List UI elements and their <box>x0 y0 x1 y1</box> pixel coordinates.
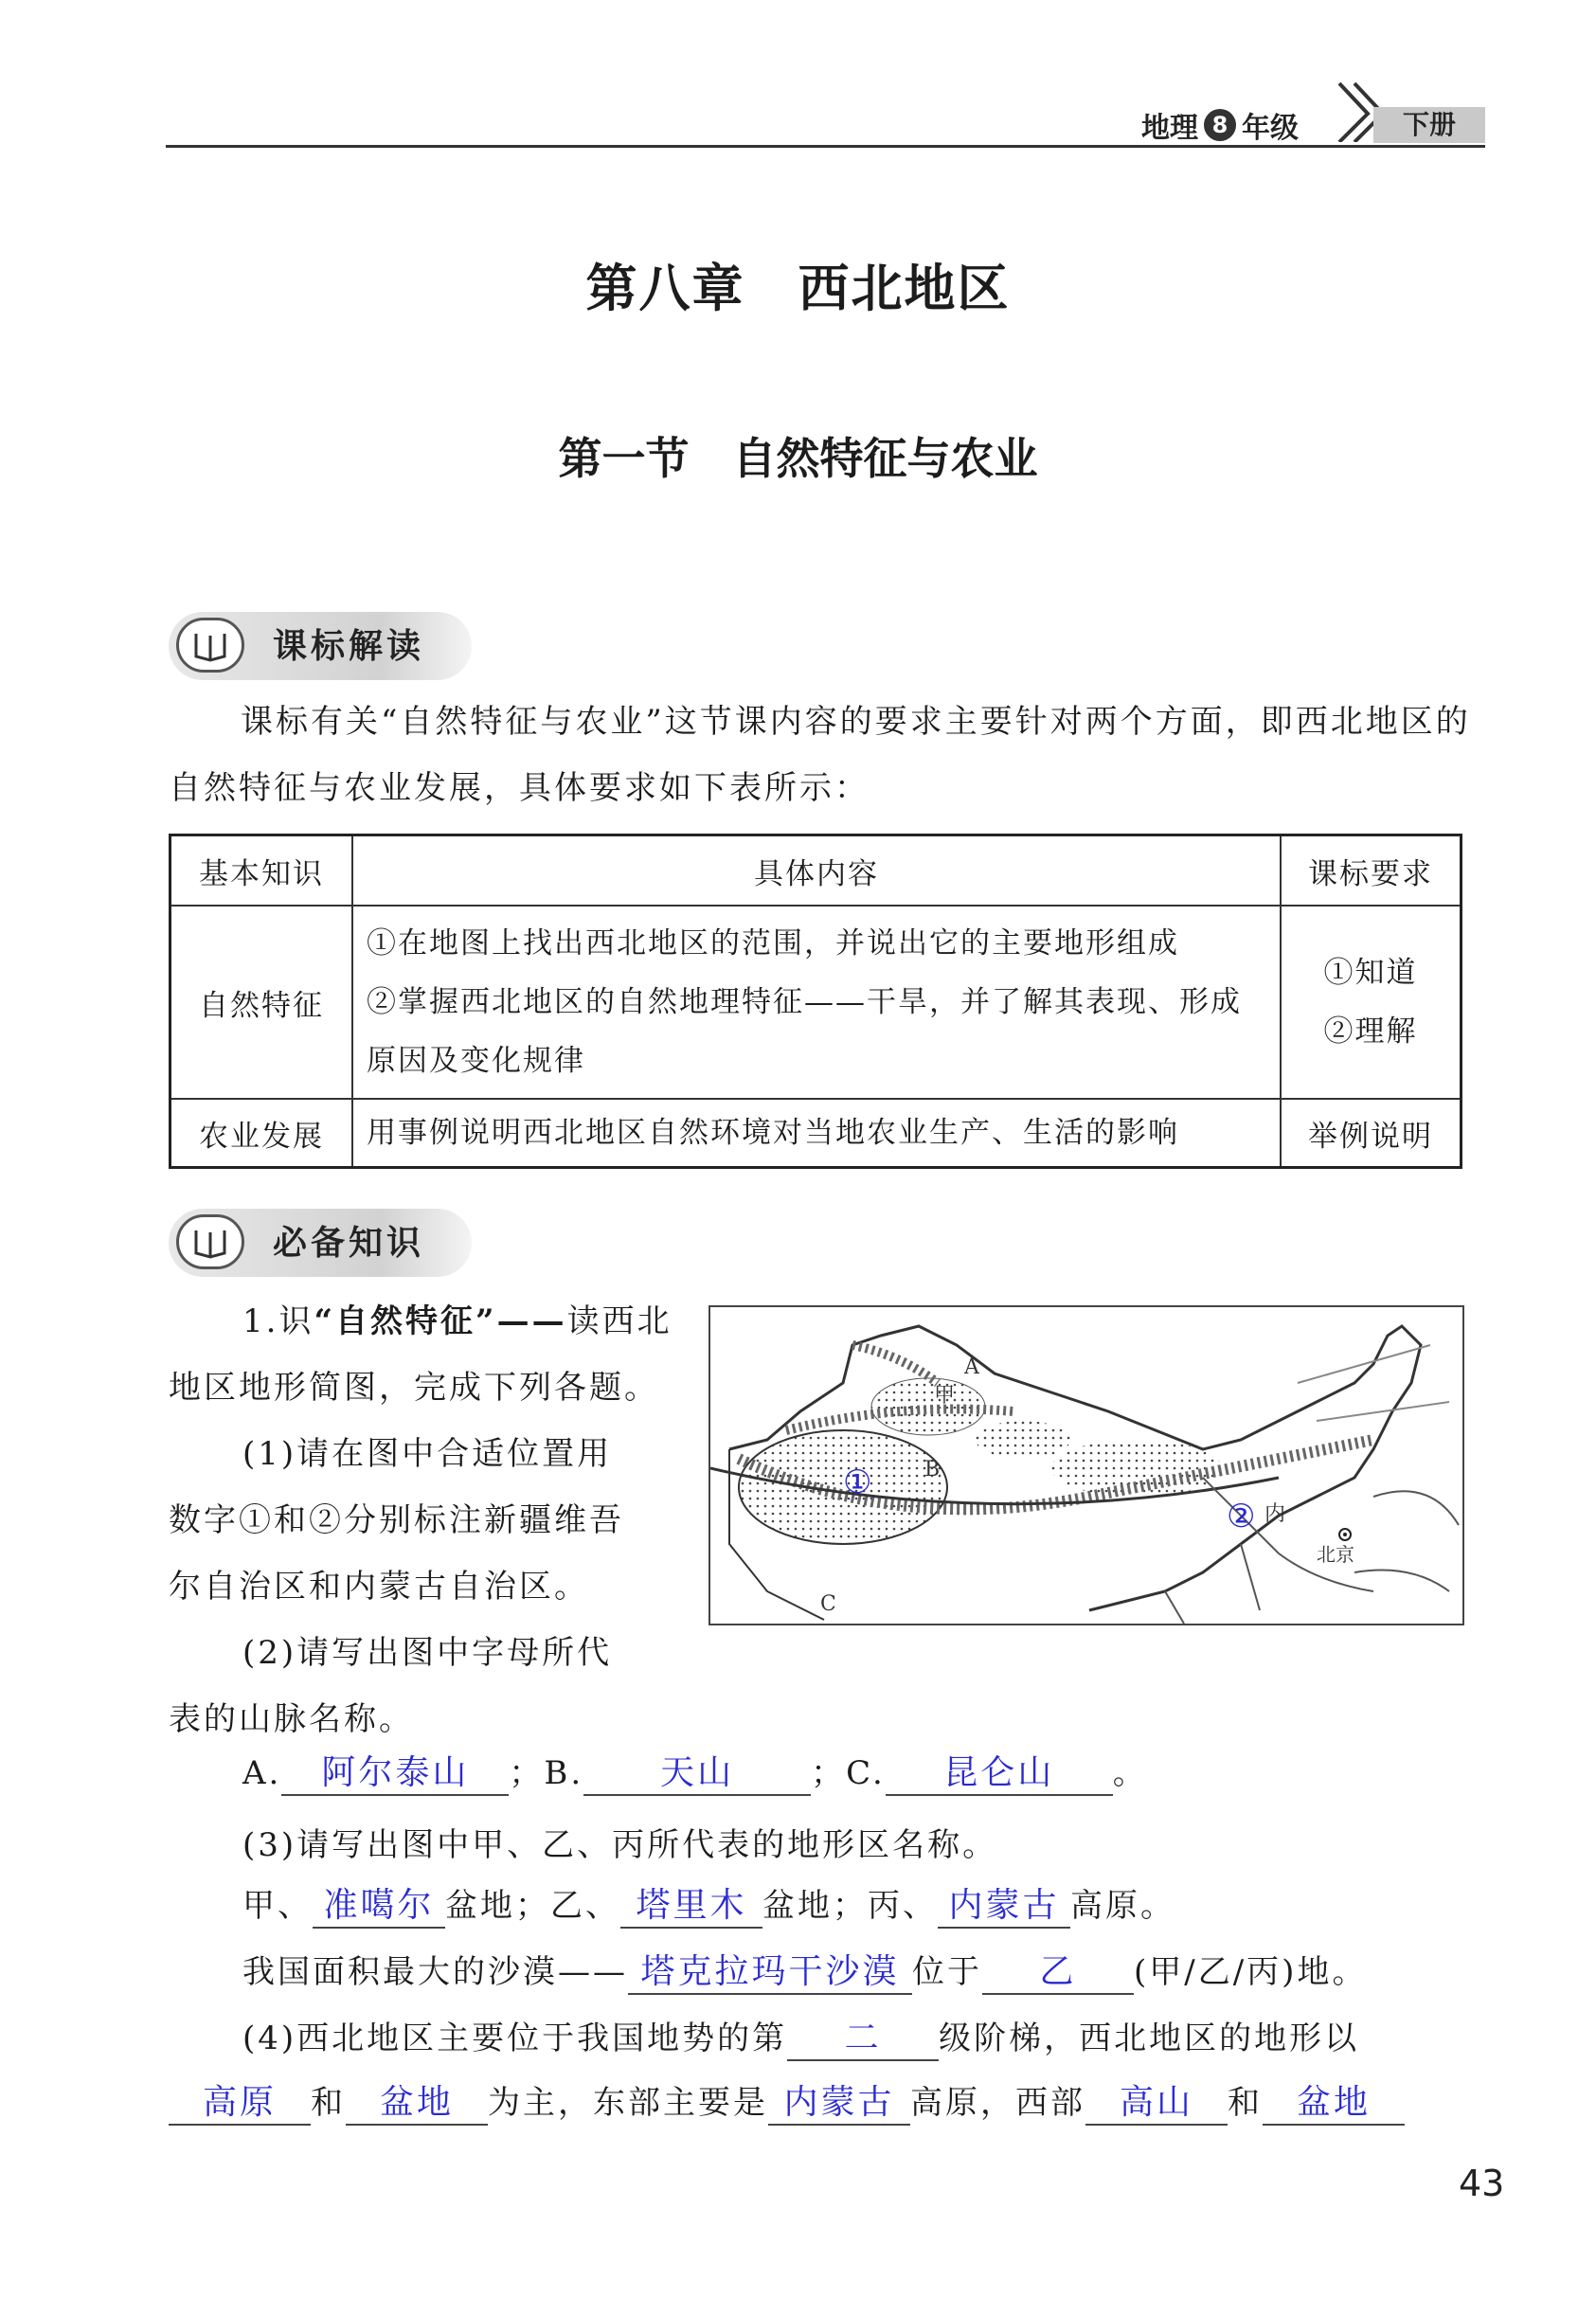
question-text: 读西北 <box>566 1302 672 1340</box>
header-volume: 下册 <box>1373 107 1485 143</box>
answer-yi[interactable]: 塔里木 <box>620 1885 762 1929</box>
banner-label: 课标解读 <box>273 627 425 666</box>
header-subject: 地理 <box>1141 112 1198 145</box>
open-book-icon <box>176 1214 244 1269</box>
section-title: 第一节 自然特征与农业 <box>558 433 1038 484</box>
answer-line-landforms: 甲、 准噶尔 盆地；乙、 塔里木 盆地；丙、 内蒙古 高原。 <box>242 1879 1175 1929</box>
requirements-table <box>169 834 1462 1169</box>
map-label-B: B <box>924 1458 941 1481</box>
desert-area <box>976 1421 1070 1459</box>
answer-line-mountains: A. 阿尔泰山 ；B. 天山 ；C. 昆仑山 。 <box>242 1747 1148 1796</box>
table-header-cell: 基本知识 <box>170 835 353 907</box>
requirement-line: ①知道 <box>1323 956 1418 990</box>
table-header-row <box>170 835 1462 907</box>
map-mark-inner-mongolia: ② <box>1227 1498 1256 1535</box>
question-text: (2)请写出图中字母所代 <box>242 1634 613 1672</box>
header-divider <box>166 145 1485 148</box>
table-cell-topic: 农业发展 <box>170 1099 353 1168</box>
answer-desert[interactable]: 塔克拉玛干沙漠 <box>628 1951 912 1995</box>
table-header-cell: 课标要求 <box>1281 835 1462 907</box>
answer-mountain-b[interactable]: 天山 <box>583 1752 811 1796</box>
answer-terrain-step[interactable]: 二 <box>787 2018 939 2061</box>
table-row <box>170 906 1462 1099</box>
question-text: 尔自治区和内蒙古自治区。 <box>169 1568 589 1606</box>
answer-terrain-3[interactable]: 内蒙古 <box>768 2082 910 2126</box>
table-cell-requirement <box>1281 906 1462 1099</box>
answer-mountain-c[interactable]: 昆仑山 <box>886 1752 1113 1796</box>
answer-terrain-5[interactable]: 盆地 <box>1263 2082 1405 2126</box>
answer-line-step: (4)西北地区主要位于我国地势的第 二 级阶梯，西北地区的地形以 <box>242 2012 1359 2061</box>
header-grade: 年级 <box>1242 112 1299 145</box>
answer-mountain-a[interactable]: 阿尔泰山 <box>281 1752 509 1796</box>
answer-desert-location[interactable]: 乙 <box>982 1951 1134 1995</box>
question-number: 1.识 <box>242 1302 314 1340</box>
requirement-line: ②理解 <box>1323 1014 1418 1049</box>
content-line: ②掌握西北地区的自然地理特征——干旱，并了解其表现、形成原因及变化规律 <box>367 985 1242 1078</box>
content-line: ①在地图上找出西北地区的范围，并说出它的主要地形组成 <box>367 926 1179 961</box>
question-text: 数字①和②分别标注新疆维吾 <box>169 1501 624 1539</box>
chapter-title: 第八章 西北地区 <box>585 258 1011 318</box>
answer-terrain-1[interactable]: 高原 <box>169 2082 311 2126</box>
table-cell-topic: 自然特征 <box>170 906 353 1099</box>
answer-line-desert: 我国面积最大的沙漠—— 塔克拉玛干沙漠 位于 乙 (甲/乙/丙)地。 <box>242 1946 1367 1995</box>
question-text: (1)请在图中合适位置用 <box>242 1435 613 1473</box>
intro-paragraph: 课标有关“自然特征与农业”这节课内容的要求主要针对两个方面，即西北地区的自然特征与农业发展，具体要求如下表所示： <box>169 703 1471 807</box>
question-text: 表的山脉名称。 <box>169 1700 414 1738</box>
table-header-cell: 具体内容 <box>352 835 1281 907</box>
header-subject-grade <box>1141 106 1299 144</box>
answer-bing[interactable]: 内蒙古 <box>938 1885 1070 1929</box>
map-label-jia: 甲 <box>934 1384 956 1408</box>
question-3: (3)请写出图中甲、乙、丙所代表的地形区名称。 <box>242 1826 998 1864</box>
altai-mountains <box>852 1345 938 1383</box>
northwest-terrain-map <box>708 1305 1464 1625</box>
map-label-bing: 内 <box>1264 1502 1286 1526</box>
map-label-beijing: 北京 <box>1317 1543 1354 1566</box>
answer-line-terrain: 高原 和 盆地 为主，东部主要是 内蒙古 高原，西部 高山 和 盆地 <box>169 2076 1405 2126</box>
open-book-icon <box>176 618 244 673</box>
junggar-basin-area <box>871 1378 985 1435</box>
banner-curriculum <box>169 612 472 680</box>
question-topic: “自然特征”—— <box>314 1302 567 1340</box>
page-number: 43 <box>1459 2163 1505 2204</box>
question-text: 地区地形简图，完成下列各题。 <box>169 1369 659 1407</box>
map-label-A: A <box>964 1355 979 1379</box>
map-graphic <box>710 1307 1462 1624</box>
answer-terrain-4[interactable]: 高山 <box>1085 2082 1228 2126</box>
grade-number-badge: 8 <box>1204 109 1236 141</box>
map-label-C: C <box>820 1592 836 1616</box>
map-mark-xinjiang: ① <box>843 1463 872 1501</box>
answer-terrain-2[interactable]: 盆地 <box>346 2082 488 2126</box>
table-cell-content <box>352 906 1281 1099</box>
banner-label: 必备知识 <box>273 1224 425 1263</box>
table-cell-content: 用事例说明西北地区自然环境对当地农业生产、生活的影响 <box>352 1099 1281 1168</box>
table-cell-requirement: 举例说明 <box>1281 1099 1462 1168</box>
banner-knowledge <box>169 1209 472 1277</box>
answer-jia[interactable]: 准噶尔 <box>313 1885 445 1929</box>
table-row <box>170 1099 1462 1168</box>
question-title <box>242 1288 672 1355</box>
